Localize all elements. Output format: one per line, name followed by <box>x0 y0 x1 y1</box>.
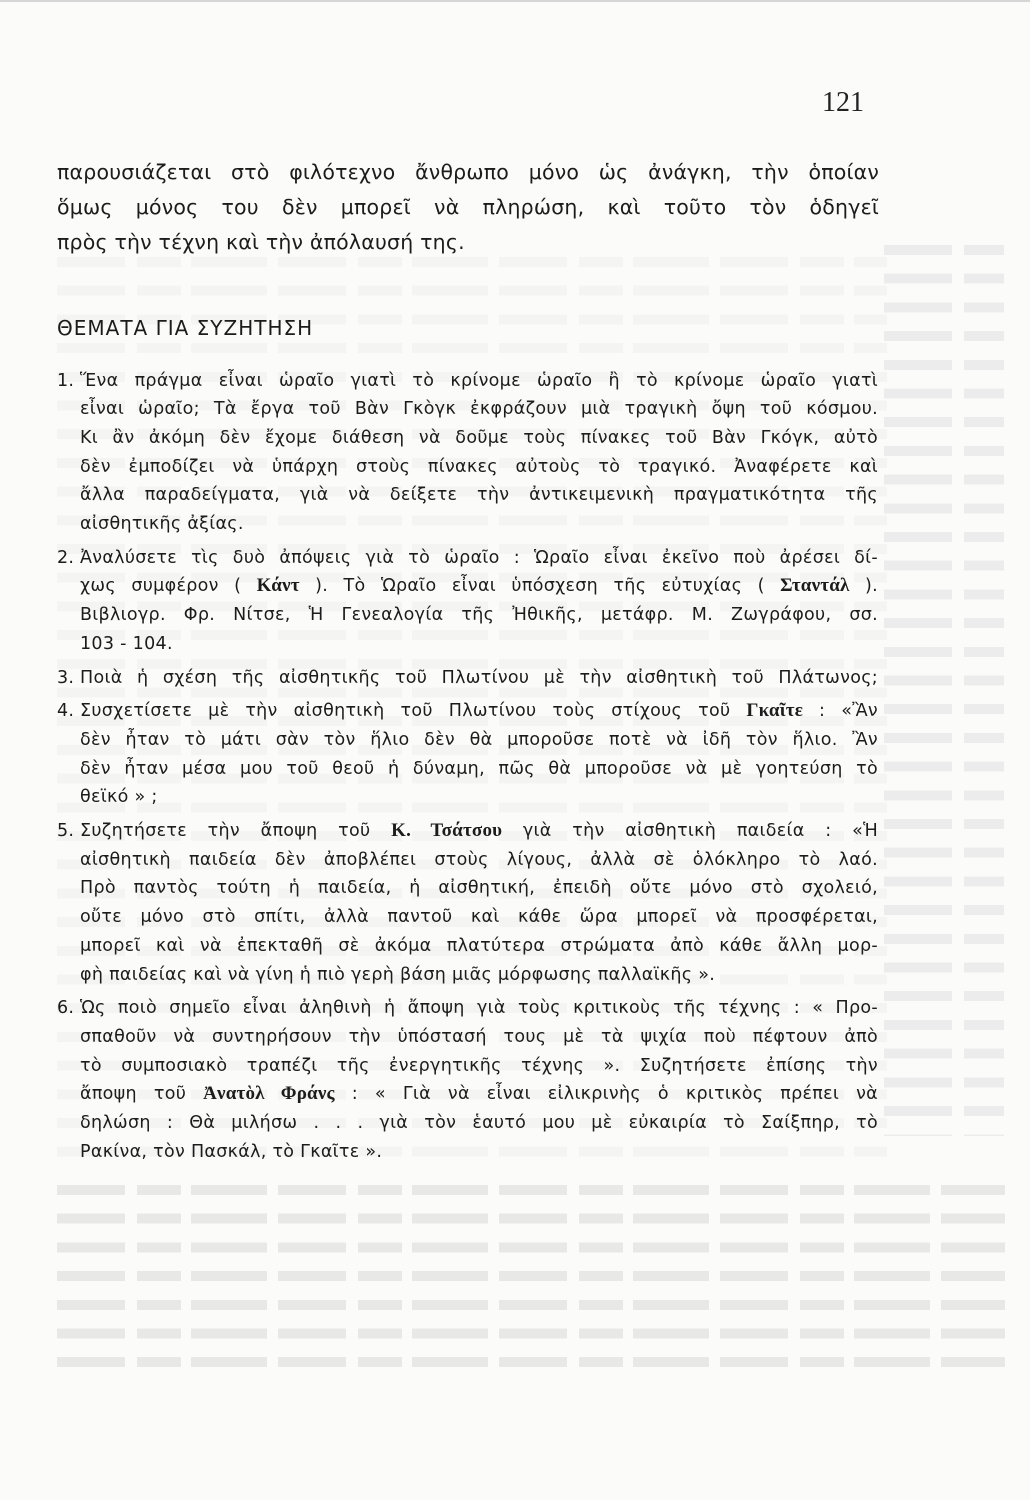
intro-paragraph <box>57 155 879 260</box>
topic-line: οὔτε μόνο στὸ σπίτι, ἀλλὰ παντοῦ καὶ κάθε ὥρα μπορεῖ νὰ προσφέρεται, <box>80 907 878 928</box>
text-segment: Συσχετίσετε μὲ τὴν αἰσθητικὴ τοῦ Πλωτίνου τοὺς στίχους τοῦ <box>80 701 747 722</box>
topic-text <box>80 817 878 989</box>
text-segment: ἄποψη τοῦ <box>80 1084 204 1105</box>
topic-line: σπαθοῦν νὰ συντηρήσουν τὴν ὑπόστασή τους μὲ τὰ ψιχία ποὺ πέφτουν ἀπὸ <box>80 1026 878 1047</box>
topic-number: 3. <box>57 667 75 688</box>
topic-item <box>57 367 878 539</box>
topic-line: Πρὸ παντὸς τούτη ἡ παιδεία, ἡ αἰσθητική, ἐπειδὴ οὔτε μόνο στὸ σχολειό, <box>80 878 878 899</box>
topic-line: Ποιὰ ἡ σχέση τῆς αἰσθητικῆς τοῦ Πλωτίνου μὲ τὴν αἰσθητικὴ τοῦ Πλάτωνος; <box>80 667 878 688</box>
topic-line: αἰσθητικῆς ἀξίας. <box>80 514 244 535</box>
intro-line: πρὸς τὴν τέχνη καὶ τὴν ἀπόλαυσή της. <box>57 229 465 254</box>
topic-line: εἶναι ὡραῖο; Τὰ ἔργα τοῦ Βὰν Γκὸγκ ἐκφράζουν μιὰ τραγικὴ ὄψη τοῦ κόσμου. <box>80 399 878 420</box>
topic-line: μπορεῖ καὶ νὰ ἐπεκταθῆ σὲ ἀκόμα πλατύτερα στρώματα ἀπὸ κάθε ἄλλη μορ- <box>80 935 878 956</box>
topic-line <box>80 697 878 726</box>
topic-line: δὲν ἦταν μέσα μου τοῦ θεοῦ ἡ δύναμη, πῶς θὰ μποροῦσε νὰ μὲ γοητεύση τὸ <box>80 758 878 779</box>
topic-line: δὲν ἐμποδίζει νὰ ὑπάρχη στοὺς πίνακες αὐτοὺς τὸ τραγικό. Ἀναφέρετε καὶ <box>80 456 878 477</box>
topic-number: 5. <box>57 821 75 842</box>
topic-line: ἄλλα παραδείγματα, γιὰ νὰ δείξετε τὴν ἀντικειμενικὴ πραγματικότητα τῆς <box>80 485 878 506</box>
topic-text <box>80 367 878 539</box>
text-segment: χως συμφέρον ( <box>80 576 257 597</box>
author-name: Κάντ <box>256 575 300 597</box>
topic-item <box>57 664 878 693</box>
text-segment: γιὰ τὴν αἰσθητικὴ παιδεία : «Ἡ <box>502 821 878 842</box>
author-name: Κ. Τσάτσου <box>391 820 503 842</box>
topic-line: δὲν ἦταν τὸ μάτι σὰν τὸν ἥλιο δὲν θὰ μποροῦσε ποτὲ νὰ ἰδῆ τὸν ἥλιο. Ἂν <box>80 729 878 750</box>
discussion-topics-list <box>57 367 878 1167</box>
topic-line: Κι ἂν ἀκόμη δὲν ἔχομε διάθεση νὰ δοῦμε τοὺς πίνακες τοῦ Βὰν Γκόγκ, αὐτὸ <box>80 427 878 448</box>
topic-line: Ἀναλύσετε τὶς δυὸ ἀπόψεις γιὰ τὸ ὡραῖο : Ὡραῖο εἶναι ἐκεῖνο ποὺ ἀρέσει δί- <box>80 547 878 568</box>
topic-text <box>80 994 878 1166</box>
intro-line: παρουσιάζεται στὸ φιλότεχνο ἄνθρωπο μόνο ὡς ἀνάγκη, τὴν ὁποίαν <box>57 159 879 184</box>
topic-text <box>80 664 878 693</box>
topic-line: Ρακίνα, τὸν Πασκάλ, τὸ Γκαῖτε ». <box>80 1141 383 1162</box>
topic-line: δηλώση : Θὰ μιλήσω . . . γιὰ τὸν ἑαυτό μου μὲ εὐκαιρία τὸ Σαίξπηρ, τὸ <box>80 1113 878 1134</box>
intro-line: ὅμως μόνος του δὲν μπορεῖ νὰ πληρώση, καὶ τοῦτο τὸν ὁδηγεῖ <box>57 194 879 219</box>
topic-number: 2. <box>57 547 75 568</box>
topic-line <box>80 572 878 601</box>
author-name: Ἀνατὸλ Φράνς <box>203 1083 335 1105</box>
topic-line: φὴ παιδείας καὶ νὰ γίνη ἡ πιὸ γερὴ βάση μιᾶς μόρφωσης παλλαϊκῆς ». <box>80 964 716 985</box>
bleed-through-texture <box>884 236 1004 1136</box>
author-name: Γκαῖτε <box>746 700 804 722</box>
topic-line: τὸ συμποσιακὸ τραπέζι τῆς ἐνεργητικῆς τέχνης ». Συζητήσετε ἐπίσης τὴν <box>80 1055 878 1076</box>
topic-item <box>57 994 878 1166</box>
topic-line: Ὡς ποιὸ σημεῖο εἶναι ἀληθινὴ ἡ ἄποψη γιὰ τοὺς κριτικοὺς τῆς τέχνης : « Προ- <box>80 998 878 1019</box>
text-segment: : «Ἂν <box>803 701 878 722</box>
topic-line: Βιβλιογρ. Φρ. Νίτσε, Ἡ Γενεαλογία τῆς Ἠθικῆς, μετάφρ. Μ. Ζωγράφου, σσ. <box>80 605 878 626</box>
topic-item <box>57 544 878 659</box>
topic-line: αἰσθητικὴ παιδεία δὲν ἀποβλέπει στοὺς λίγους, ἀλλὰ σὲ ὁλόκληρο τὸ λαό. <box>80 849 878 870</box>
text-segment: ). Τὸ Ὡραῖο εἶναι ὑπόσχεση τῆς εὐτυχίας ( <box>299 576 781 597</box>
topic-number: 1. <box>57 370 75 391</box>
topic-line: Ἕνα πράγμα εἶναι ὡραῖο γιατὶ τὸ κρίνομε ὡραῖο ἢ τὸ κρίνομε ὡραῖο γιατὶ <box>80 370 878 391</box>
topic-line <box>80 817 878 846</box>
topic-text <box>80 544 878 659</box>
topic-text <box>80 697 878 812</box>
text-segment: ). <box>849 576 878 597</box>
text-segment: : « Γιὰ νὰ εἶναι εἰλικρινὴς ὁ κριτικὸς πρέπει νὰ <box>334 1084 878 1105</box>
topic-number: 4. <box>57 701 75 722</box>
topic-line: 103 - 104. <box>80 633 173 654</box>
topic-number: 6. <box>57 998 75 1019</box>
text-segment: Συζητήσετε τὴν ἄποψη τοῦ <box>80 821 392 842</box>
section-heading: ΘΕΜΑΤΑ ΓΙΑ ΣΥΖΗΤΗΣΗ <box>57 316 314 340</box>
topic-line: θεϊκό » ; <box>80 787 158 808</box>
scan-edge <box>0 0 1030 2</box>
bleed-through-texture <box>57 1176 1005 1378</box>
page-number: 121 <box>822 87 864 118</box>
topic-line <box>80 1080 878 1109</box>
topic-item <box>57 697 878 812</box>
author-name: Σταντάλ <box>780 575 850 597</box>
topic-item <box>57 817 878 989</box>
